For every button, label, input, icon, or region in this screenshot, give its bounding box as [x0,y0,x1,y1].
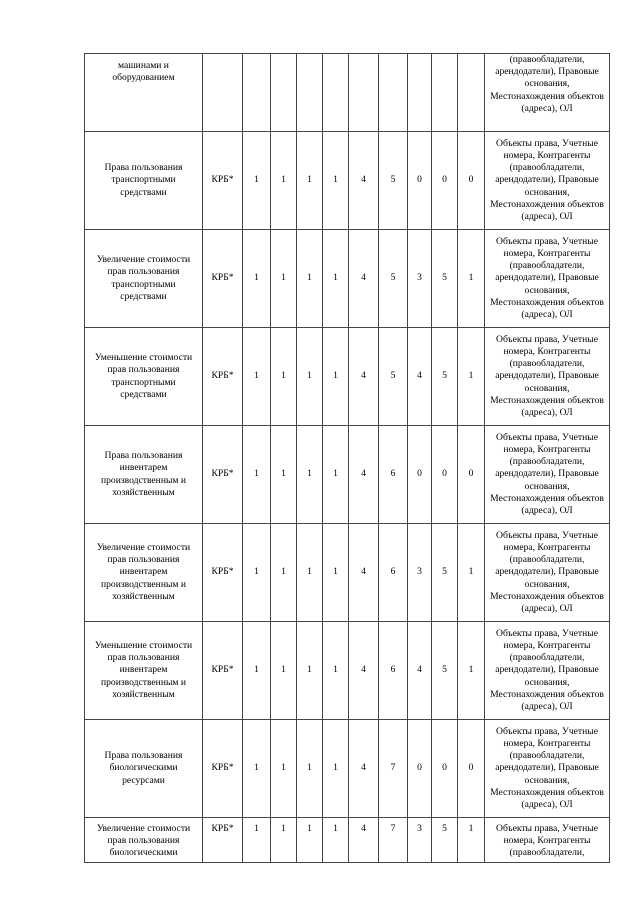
digit-cell: 1 [297,720,323,818]
digit-cell: 1 [458,328,485,426]
digit-cell [297,54,323,132]
digit-cell: 1 [323,328,349,426]
digit-cell [349,54,379,132]
analytics-cell: (правообладатели, арендодатели), Правовые основания, Местонахождения объектов (адреса), ОЛ [485,54,610,132]
table-row [85,426,610,524]
digit-cell: 5 [432,622,458,720]
digit-cell: 1 [243,328,271,426]
code-cell: КРБ* [203,818,243,863]
code-cell: КРБ* [203,132,243,230]
row-name-cell: Права пользования инвентарем производственным и хозяйственным [85,426,203,524]
digit-cell: 0 [408,426,432,524]
table-row [85,132,610,230]
digit-cell: 4 [349,720,379,818]
digit-cell: 1 [243,818,271,863]
digit-cell: 1 [271,818,297,863]
digit-cell: 5 [379,132,408,230]
digit-cell: 1 [297,622,323,720]
digit-cell: 7 [379,818,408,863]
digit-cell: 1 [323,524,349,622]
table-row [85,524,610,622]
digit-cell: 1 [271,132,297,230]
table-row [85,328,610,426]
digit-cell: 1 [323,426,349,524]
digit-cell: 1 [323,230,349,328]
digit-cell: 1 [323,622,349,720]
digit-cell: 1 [297,328,323,426]
digit-cell: 0 [458,132,485,230]
digit-cell: 1 [458,230,485,328]
row-name-cell: Права пользования биологическими ресурсами [85,720,203,818]
digit-cell: 6 [379,426,408,524]
code-cell: КРБ* [203,230,243,328]
row-name-cell: Уменьшение стоимости прав пользования инвентарем производственным и хозяйственным [85,622,203,720]
digit-cell: 4 [349,818,379,863]
accounts-table [84,53,610,863]
digit-cell: 4 [349,426,379,524]
digit-cell: 0 [408,132,432,230]
digit-cell: 4 [349,524,379,622]
code-cell: КРБ* [203,720,243,818]
digit-cell: 5 [432,230,458,328]
digit-cell [458,54,485,132]
digit-cell: 1 [243,426,271,524]
digit-cell [379,54,408,132]
digit-cell: 0 [432,132,458,230]
digit-cell [432,54,458,132]
digit-cell: 1 [458,524,485,622]
digit-cell: 3 [408,818,432,863]
analytics-cell: Объекты права, Учетные номера, Контрагенты (правообладатели, арендодатели), Правовые основания, Местонахождения объектов (адреса), ОЛ [485,622,610,720]
digit-cell: 1 [243,622,271,720]
digit-cell: 1 [297,426,323,524]
digit-cell: 0 [408,720,432,818]
table-row [85,230,610,328]
digit-cell [243,54,271,132]
row-name-cell: Права пользования транспортными средствами [85,132,203,230]
digit-cell: 4 [349,132,379,230]
digit-cell: 3 [408,524,432,622]
table-row [85,622,610,720]
digit-cell: 1 [297,818,323,863]
digit-cell: 1 [271,328,297,426]
table-row [85,720,610,818]
digit-cell: 1 [271,720,297,818]
digit-cell: 0 [432,720,458,818]
digit-cell [271,54,297,132]
digit-cell: 1 [458,818,485,863]
digit-cell: 1 [243,720,271,818]
row-name-cell: Увеличение стоимости прав пользования биологическими [85,818,203,863]
row-name-cell: машинами и оборудованием [85,54,203,132]
digit-cell: 1 [271,230,297,328]
code-cell: КРБ* [203,426,243,524]
row-name-cell: Уменьшение стоимости прав пользования транспортными средствами [85,328,203,426]
analytics-cell: Объекты права, Учетные номера, Контрагенты (правообладатели, [485,818,610,863]
digit-cell: 1 [323,818,349,863]
row-name-cell: Увеличение стоимости прав пользования транспортными средствами [85,230,203,328]
digit-cell: 4 [349,622,379,720]
digit-cell: 1 [271,524,297,622]
digit-cell: 4 [408,622,432,720]
digit-cell: 5 [432,328,458,426]
row-name-cell: Увеличение стоимости прав пользования инвентарем производственным и хозяйственным [85,524,203,622]
digit-cell: 5 [432,818,458,863]
code-cell: КРБ* [203,622,243,720]
digit-cell: 0 [458,720,485,818]
digit-cell: 5 [432,524,458,622]
digit-cell: 1 [323,132,349,230]
digit-cell: 1 [243,230,271,328]
digit-cell: 1 [297,132,323,230]
digit-cell [323,54,349,132]
digit-cell: 1 [243,524,271,622]
digit-cell: 0 [432,426,458,524]
digit-cell: 4 [349,230,379,328]
digit-cell: 6 [379,622,408,720]
digit-cell: 1 [271,426,297,524]
table-row [85,818,610,863]
digit-cell: 7 [379,720,408,818]
digit-cell: 5 [379,328,408,426]
digit-cell: 4 [349,328,379,426]
analytics-cell: Объекты права, Учетные номера, Контрагенты (правообладатели, арендодатели), Правовые основания, Местонахождения объектов (адреса), ОЛ [485,328,610,426]
analytics-cell: Объекты права, Учетные номера, Контрагенты (правообладатели, арендодатели), Правовые основания, Местонахождения объектов (адреса), ОЛ [485,426,610,524]
digit-cell: 6 [379,524,408,622]
table-row [85,54,610,132]
digit-cell: 1 [297,524,323,622]
code-cell [203,54,243,132]
digit-cell: 0 [458,426,485,524]
digit-cell [408,54,432,132]
analytics-cell: Объекты права, Учетные номера, Контрагенты (правообладатели, арендодатели), Правовые основания, Местонахождения объектов (адреса), ОЛ [485,720,610,818]
digit-cell: 1 [271,622,297,720]
digit-cell: 1 [323,720,349,818]
digit-cell: 5 [379,230,408,328]
digit-cell: 3 [408,230,432,328]
digit-cell: 4 [408,328,432,426]
code-cell: КРБ* [203,328,243,426]
analytics-cell: Объекты права, Учетные номера, Контрагенты (правообладатели, арендодатели), Правовые основания, Местонахождения объектов (адреса), ОЛ [485,230,610,328]
analytics-cell: Объекты права, Учетные номера, Контрагенты (правообладатели, арендодатели), Правовые основания, Местонахождения объектов (адреса), ОЛ [485,132,610,230]
analytics-cell: Объекты права, Учетные номера, Контрагенты (правообладатели, арендодатели), Правовые основания, Местонахождения объектов (адреса), ОЛ [485,524,610,622]
digit-cell: 1 [243,132,271,230]
code-cell: КРБ* [203,524,243,622]
digit-cell: 1 [458,622,485,720]
digit-cell: 1 [297,230,323,328]
